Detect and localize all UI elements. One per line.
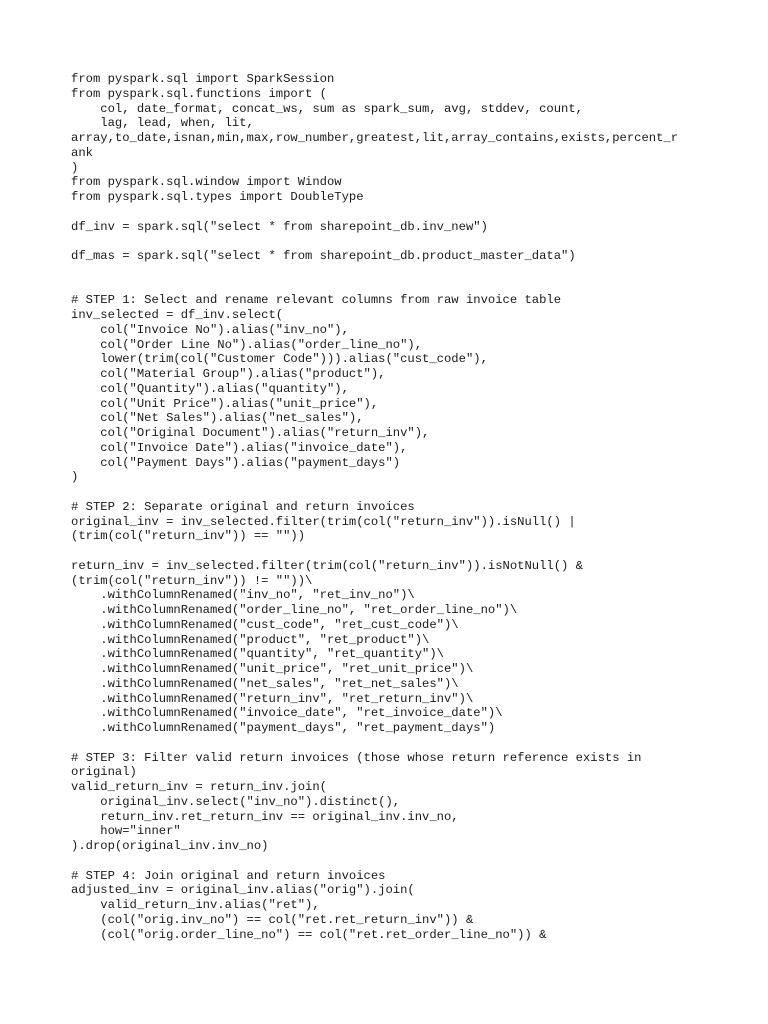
code-line: (col("orig.order_line_no") == col("ret.ret_order_line_no")) &: [71, 927, 547, 942]
code-line: from pyspark.sql.functions import (: [71, 86, 327, 101]
code-line: original): [71, 765, 137, 780]
code-line: df_inv = spark.sql("select * from sharepoint_db.inv_new"): [71, 219, 488, 234]
code-line: df_mas = spark.sql("select * from sharepoint_db.product_master_data"): [71, 249, 576, 263]
code-line: [71, 544, 711, 559]
code-block: [71, 72, 711, 942]
code-line: how="inner": [71, 824, 181, 839]
code-line: from pyspark.sql.types import DoubleType: [71, 190, 364, 204]
code-line: original_inv = inv_selected.filter(trim(col("return_inv")).isNull() |: [71, 514, 576, 529]
code-line: valid_return_inv = return_inv.join(: [71, 780, 327, 794]
code-line: adjusted_inv = original_inv.alias("orig").join(: [71, 883, 415, 898]
code-line: .withColumnRenamed("cust_code", "ret_cust_code")\: [71, 617, 459, 632]
code-line: .withColumnRenamed("invoice_date", "ret_invoice_date")\: [71, 706, 503, 721]
code-line: .withColumnRenamed("product", "ret_product")\: [71, 632, 430, 647]
code-line: .withColumnRenamed("quantity", "ret_quantity")\: [71, 647, 444, 662]
code-line: # STEP 4: Join original and return invoices: [71, 868, 386, 883]
code-line: from pyspark.sql.window import Window: [71, 175, 342, 190]
code-line: original_inv.select("inv_no").distinct(),: [71, 794, 401, 809]
code-line: [71, 485, 711, 500]
code-line: col("Net Sales").alias("net_sales"),: [71, 411, 364, 426]
code-line: col("Order Line No").alias("order_line_no"),: [71, 337, 423, 352]
code-line: col("Material Group").alias("product"),: [71, 367, 386, 381]
code-line: ): [71, 470, 79, 485]
code-line: col("Invoice No").alias("inv_no"),: [71, 322, 349, 337]
code-line: # STEP 1: Select and rename relevant columns from raw invoice table: [71, 293, 562, 308]
code-line: col("Original Document").alias("return_inv"),: [71, 426, 430, 440]
code-line: .withColumnRenamed("return_inv", "ret_return_inv")\: [71, 691, 474, 706]
code-line: (trim(col("return_inv")) != ""))\: [71, 573, 313, 588]
code-line: [71, 234, 711, 249]
code-line: [71, 854, 711, 869]
code-line: array,to_date,isnan,min,max,row_number,greatest,lit,array_contains,exists,percent_r: [71, 131, 679, 145]
code-line: # STEP 2: Separate original and return invoices: [71, 499, 415, 514]
code-line: ank: [71, 145, 93, 160]
code-line: .withColumnRenamed("inv_no", "ret_inv_no")\: [71, 588, 415, 603]
code-line: [71, 736, 711, 751]
code-line: (col("orig.inv_no") == col("ret.ret_return_inv")) &: [71, 912, 474, 927]
code-line: .withColumnRenamed("unit_price", "ret_unit_price")\: [71, 662, 474, 676]
code-line: (trim(col("return_inv")) == "")): [71, 529, 306, 544]
code-line: lag, lead, when, lit,: [71, 116, 254, 131]
code-line: col("Payment Days").alias("payment_days"): [71, 455, 401, 470]
code-line: col("Invoice Date").alias("invoice_date"),: [71, 440, 408, 455]
code-line: col, date_format, concat_ws, sum as spark_sum, avg, stddev, count,: [71, 101, 583, 116]
code-line: col("Unit Price").alias("unit_price"),: [71, 396, 379, 411]
code-line: .withColumnRenamed("payment_days", "ret_payment_days"): [71, 721, 496, 735]
code-line: [71, 264, 711, 279]
code-line: col("Quantity").alias("quantity"),: [71, 381, 349, 396]
code-line: ): [71, 160, 79, 175]
code-line: valid_return_inv.alias("ret"),: [71, 898, 320, 912]
code-line: .withColumnRenamed("order_line_no", "ret_order_line_no")\: [71, 603, 518, 617]
code-line: ).drop(original_inv.inv_no): [71, 839, 269, 853]
code-line: from pyspark.sql import SparkSession: [71, 72, 335, 86]
code-line: return_inv.ret_return_inv == original_inv.inv_no,: [71, 809, 459, 824]
code-line: [71, 279, 711, 294]
code-line: [71, 205, 711, 220]
code-line: .withColumnRenamed("net_sales", "ret_net_sales")\: [71, 676, 459, 691]
code-line: inv_selected = df_inv.select(: [71, 308, 284, 322]
code-line: return_inv = inv_selected.filter(trim(col("return_inv")).isNotNull() &: [71, 558, 583, 573]
code-line: lower(trim(col("Customer Code"))).alias("cust_code"),: [71, 352, 488, 367]
code-line: # STEP 3: Filter valid return invoices (those whose return reference exists in: [71, 750, 642, 765]
